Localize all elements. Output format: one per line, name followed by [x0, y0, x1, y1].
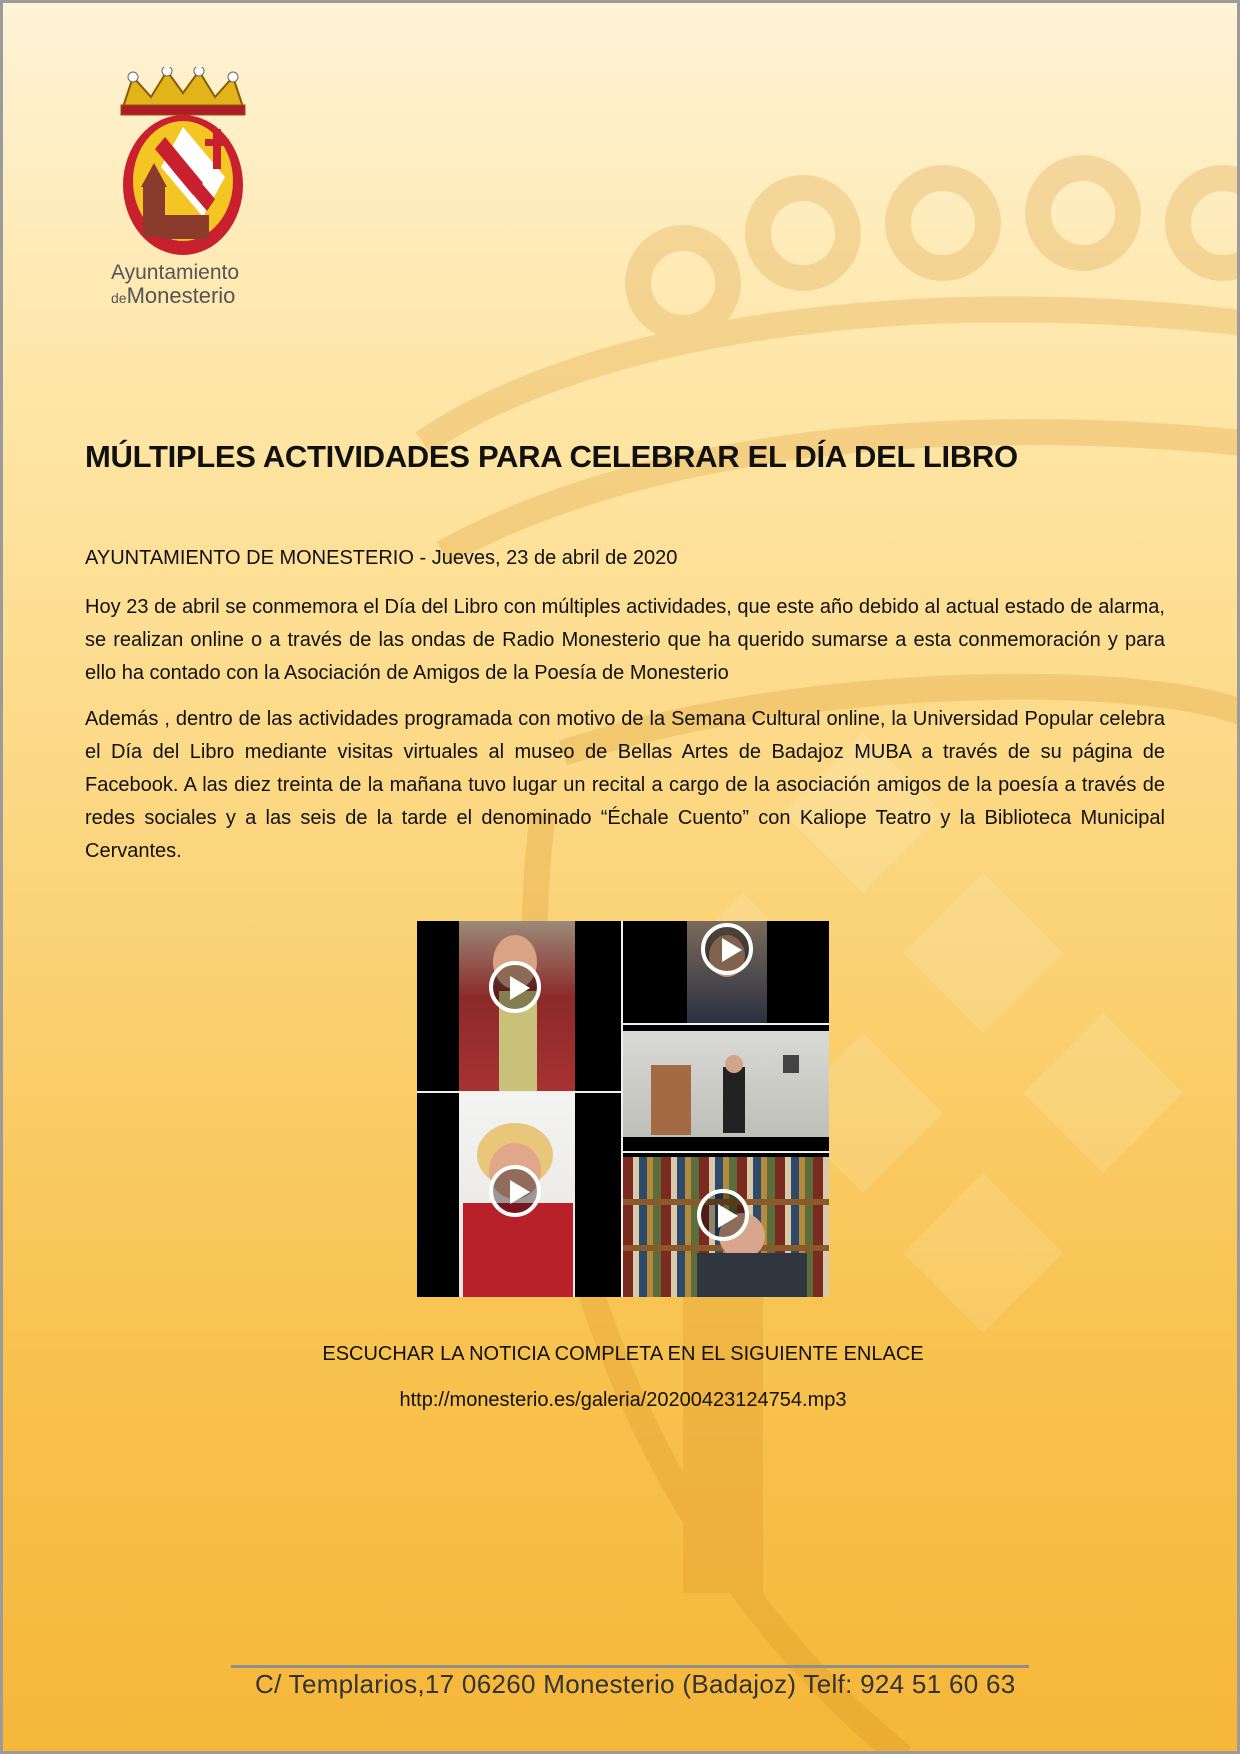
video-tile-1[interactable] [417, 921, 621, 1091]
article-paragraph-2: Además , dentro de las actividades programada con motivo de la Semana Cultural online, la Universidad Popular celebra el Día del Libro mediante visitas virtuales al museo de Bellas Artes de Badajoz MUBA a través de su página de Facebook. A las diez treinta de la mañana tuvo lugar un recital a cargo de la asociación amigos de la poesía a través de redes sociales y a las seis de la tarde el denominado “Échale Cuento” con Kaliope Teatro y la Biblioteca Municipal Cervantes. [85, 708, 1165, 862]
logo-text-name: Monesterio [126, 283, 236, 308]
play-icon[interactable] [701, 923, 753, 975]
footer-address: C/ Templarios,17 06260 Monesterio (Badajoz) Telf: 924 51 60 63 [255, 1669, 1016, 1699]
article-paragraph-1: Hoy 23 de abril se conmemora el Día del Libro con múltiples actividades, que este año debido al actual estado de alarma, se realizan online o a través de las ondas de Radio Monesterio que ha querido sumarse a esta conmemoración y para ello ha contado con la Asociación de Amigos de la Poesía de Monesterio [85, 596, 1165, 684]
logo-text-ayuntamiento: Ayuntamiento [111, 261, 240, 284]
video-tile-4[interactable] [417, 1093, 621, 1297]
play-icon[interactable] [489, 961, 541, 1013]
video-tile-5[interactable] [623, 1153, 829, 1297]
play-icon[interactable] [697, 1189, 749, 1241]
audio-link[interactable]: http://monesterio.es/galeria/20200423124754.mp3 [399, 1389, 847, 1411]
video-collage [417, 921, 829, 1297]
video-tile-3 [623, 1025, 829, 1151]
logo-text-monesterio [111, 283, 235, 309]
logo-text-de: de [111, 290, 127, 306]
coat-of-arms-icon [103, 67, 263, 257]
video-tile-2[interactable] [623, 921, 829, 1023]
listen-label: ESCUCHAR LA NOTICIA COMPLETA EN EL SIGUIENTE ENLACE [322, 1343, 924, 1365]
footer-divider [231, 1665, 1029, 1668]
article-byline: AYUNTAMIENTO DE MONESTERIO - Jueves, 23 de abril de 2020 [85, 547, 678, 569]
article-title: MÚLTIPLES ACTIVIDADES PARA CELEBRAR EL DÍA DEL LIBRO [85, 439, 1018, 474]
play-icon[interactable] [489, 1165, 541, 1217]
